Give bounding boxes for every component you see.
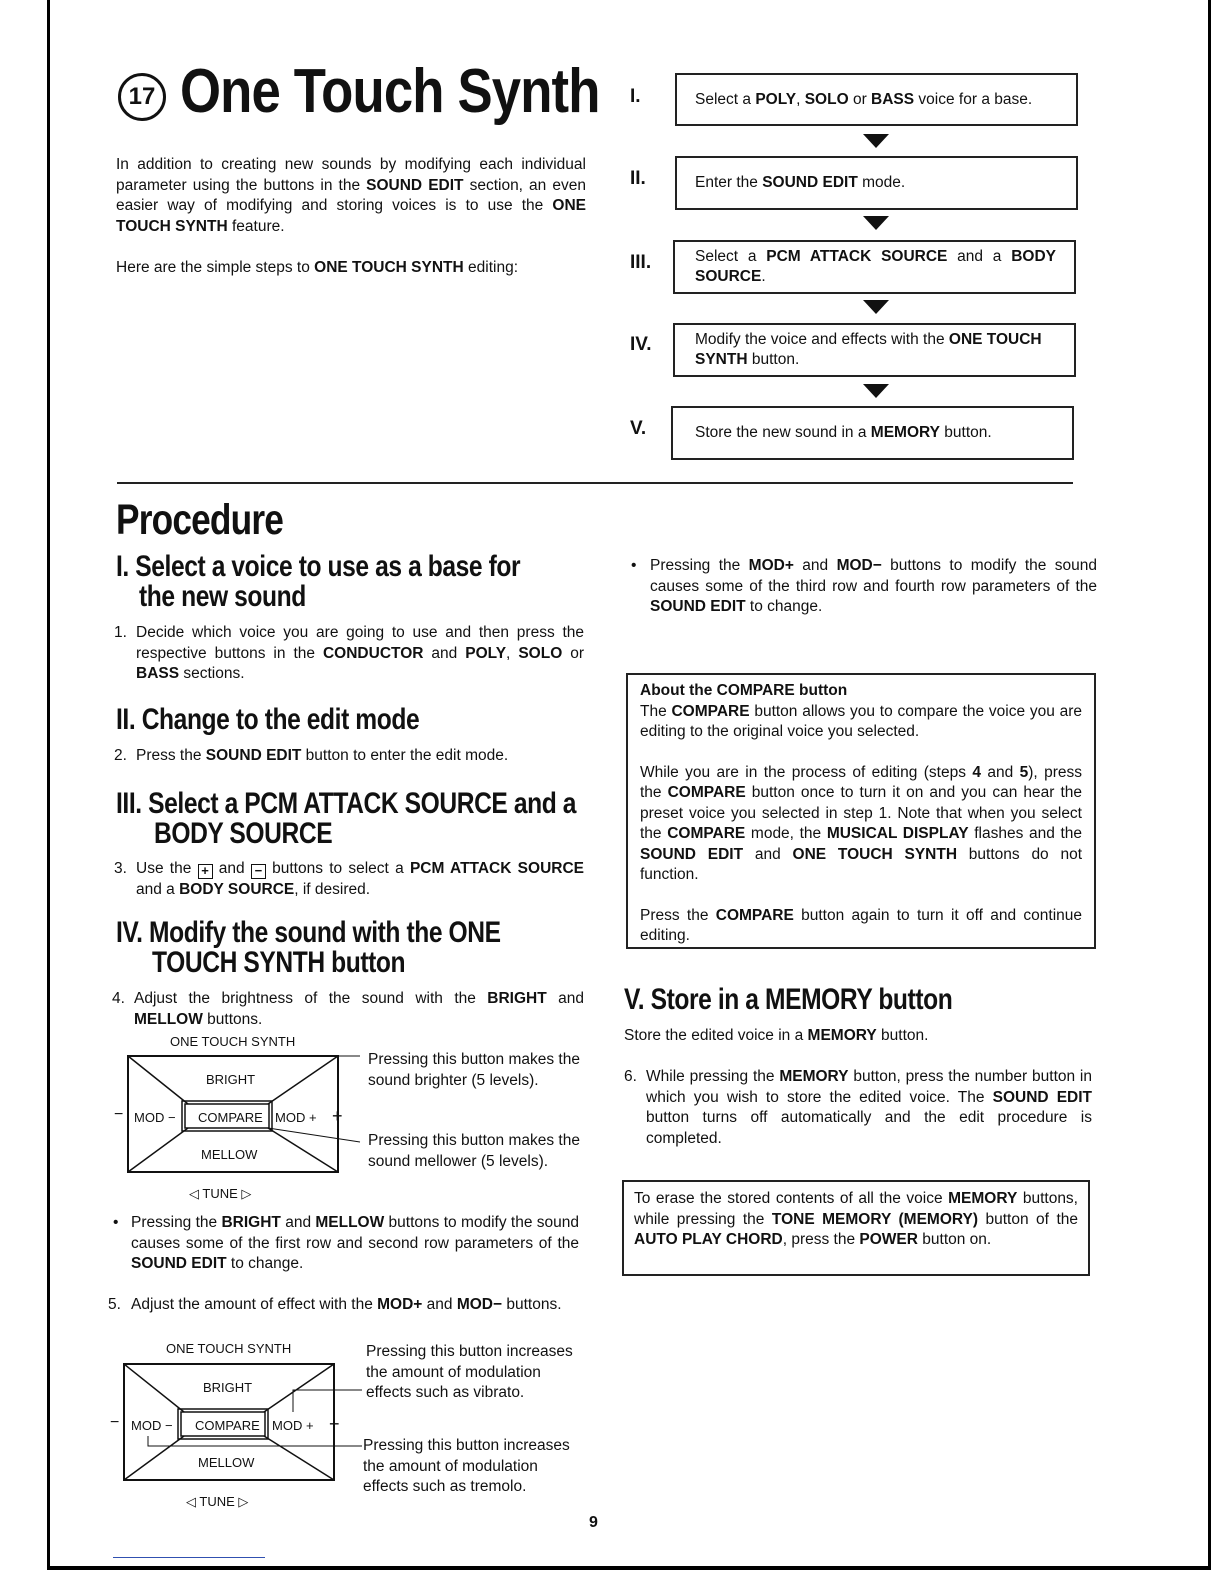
flow-step-number: I. bbox=[630, 86, 641, 107]
flow-step-box: Select a POLY, SOLO or BASS voice for a base. bbox=[675, 73, 1078, 126]
step-number: 5. bbox=[108, 1296, 121, 1313]
step-number: 3. bbox=[114, 860, 127, 877]
step-number: 1. bbox=[114, 624, 127, 641]
flow-step-number: III. bbox=[630, 252, 652, 273]
page-border-bottom bbox=[47, 1566, 1211, 1570]
step2-heading: II. Change to the edit mode bbox=[116, 703, 420, 736]
diagram-title: ONE TOUCH SYNTH bbox=[166, 1341, 292, 1356]
step1-text: Decide which voice you are going to use and then press the respective buttons in the CONDUCTOR and POLY, SOLO or BASS sections. bbox=[136, 624, 585, 682]
step3-text: Use the + and − buttons to select a PCM ATTACK SOURCE and a BODY SOURCE, if desired. bbox=[136, 860, 584, 898]
flow-step-box: Modify the voice and effects with the ONE TOUCH SYNTH button. bbox=[673, 323, 1076, 377]
vibrato-note: Pressing this button increases the amount of modulation effects such as vibrato. bbox=[366, 1343, 573, 1401]
step2-text: Press the SOUND EDIT button to enter the edit mode. bbox=[136, 747, 509, 764]
minus-sign: − bbox=[110, 1414, 120, 1431]
down-arrow-icon bbox=[863, 384, 889, 398]
store-intro: Store the edited voice in a MEMORY button. bbox=[624, 1027, 929, 1044]
page-title: One Touch Synth bbox=[180, 57, 600, 126]
plus-sign: + bbox=[332, 1106, 343, 1126]
bright-button[interactable]: BRIGHT bbox=[206, 1072, 256, 1087]
bright-note: Pressing this button makes the sound brighter (5 levels). bbox=[368, 1051, 580, 1089]
plus-button-icon: + bbox=[198, 864, 213, 879]
minus-button-icon: − bbox=[251, 864, 266, 879]
minus-sign: − bbox=[114, 1106, 124, 1123]
mod-minus-button[interactable]: MOD − bbox=[134, 1110, 176, 1125]
compare-box-paragraph: While you are in the process of editing (steps 4 and 5), press the COMPARE button once to turn it on and you can hear the preset voice you selected in step 1. Note that when you select the COMPARE mode, the MUSICAL DISPLAY flashes and the SOUND EDIT and ONE TOUCH SYNTH buttons do not function. bbox=[640, 763, 1083, 883]
compare-box-paragraph: Press the COMPARE button again to turn it off and continue editing. bbox=[640, 906, 1083, 944]
section-divider bbox=[117, 482, 1073, 484]
step4-heading-cont: TOUCH SYNTH button bbox=[152, 946, 406, 979]
procedure-heading: Procedure bbox=[116, 496, 284, 544]
page-border-right bbox=[1208, 0, 1211, 1570]
step3-heading: III. Select a PCM ATTACK SOURCE and a bbox=[116, 787, 577, 820]
compare-info-box bbox=[626, 673, 1096, 949]
step4-heading: IV. Modify the sound with the ONE bbox=[116, 916, 501, 949]
bullet-icon: • bbox=[113, 1214, 119, 1231]
mellow-button[interactable]: MELLOW bbox=[201, 1147, 258, 1162]
step5-text: Adjust the amount of effect with the MOD+ and MOD− buttons. bbox=[131, 1296, 562, 1313]
diagram-title: ONE TOUCH SYNTH bbox=[170, 1034, 296, 1049]
erase-text: To erase the stored contents of all the voice MEMORY buttons, while pressing the TONE MEMORY (MEMORY) button of the AUTO PLAY CHORD, press the POWER button on. bbox=[634, 1190, 1078, 1248]
flow-step-number: V. bbox=[630, 418, 647, 439]
flow-step-box: Select a PCM ATTACK SOURCE and a BODY SOURCE. bbox=[673, 240, 1076, 294]
step6-text: While pressing the MEMORY button, press the number button in which you wish to store the edited voice. The SOUND EDIT button turns off automatically and the edit procedure is completed. bbox=[646, 1068, 1093, 1147]
tune-label: ◁ TUNE ▷ bbox=[189, 1186, 252, 1201]
step-number: 2. bbox=[114, 747, 127, 764]
step-number: 6. bbox=[624, 1068, 637, 1085]
section-number-badge: 17 bbox=[118, 73, 166, 121]
step1-heading-cont: the new sound bbox=[139, 580, 306, 613]
step4-text: Adjust the brightness of the sound with the BRIGHT and MELLOW buttons. bbox=[134, 990, 584, 1028]
flow-step-box: Store the new sound in a MEMORY button. bbox=[671, 406, 1074, 460]
mod-plus-button[interactable]: MOD + bbox=[275, 1110, 317, 1125]
flow-step-number: IV. bbox=[630, 334, 652, 355]
tremolo-note: Pressing this button increases the amount of modulation effects such as tremolo. bbox=[363, 1437, 570, 1495]
step1-heading: I. Select a voice to use as a base for bbox=[116, 550, 521, 583]
bullet-icon: • bbox=[631, 557, 637, 574]
flow-step-number: II. bbox=[630, 168, 646, 189]
compare-button[interactable]: COMPARE bbox=[195, 1418, 260, 1433]
erase-info-box bbox=[622, 1180, 1090, 1276]
step6-heading: V. Store in a MEMORY button bbox=[624, 983, 953, 1016]
mellow-button[interactable]: MELLOW bbox=[198, 1455, 255, 1470]
step-number: 4. bbox=[112, 990, 125, 1007]
intro-paragraph: In addition to creating new sounds by modifying each individual parameter using the buttons in the SOUND EDIT section, an even easier way of modifying and storing voices is to use the ONE TOUCH SYNTH feature. bbox=[116, 156, 586, 235]
compare-button[interactable]: COMPARE bbox=[198, 1110, 263, 1125]
flow-step-box: Enter the SOUND EDIT mode. bbox=[675, 156, 1078, 210]
compare-box-title: About the COMPARE button bbox=[640, 682, 848, 699]
steps-intro: Here are the simple steps to ONE TOUCH SYNTH editing: bbox=[116, 259, 519, 276]
mod-minus-button[interactable]: MOD − bbox=[131, 1418, 173, 1433]
down-arrow-icon bbox=[863, 300, 889, 314]
down-arrow-icon bbox=[863, 134, 889, 148]
bright-button[interactable]: BRIGHT bbox=[203, 1380, 253, 1395]
page-border-left bbox=[47, 0, 50, 1570]
mod-plus-button[interactable]: MOD + bbox=[272, 1418, 314, 1433]
footer-rule bbox=[113, 1557, 265, 1558]
modulation-bullet: Pressing the MOD+ and MOD− buttons to modify the sound causes some of the third row and fourth row parameters of the SOUND EDIT to change. bbox=[650, 557, 1098, 615]
compare-box-paragraph: The COMPARE button allows you to compare the voice you are editing to the original voice you selected. bbox=[640, 702, 1082, 740]
plus-sign: + bbox=[329, 1414, 340, 1434]
tune-label: ◁ TUNE ▷ bbox=[186, 1494, 249, 1509]
step3-heading-cont: BODY SOURCE bbox=[154, 817, 333, 850]
mellow-note: Pressing this button makes the sound mellower (5 levels). bbox=[368, 1132, 580, 1170]
page-number: 9 bbox=[589, 1514, 598, 1531]
down-arrow-icon bbox=[863, 216, 889, 230]
brightness-bullet: Pressing the BRIGHT and MELLOW buttons to modify the sound causes some of the first row and second row parameters of the SOUND EDIT to change. bbox=[131, 1214, 579, 1272]
